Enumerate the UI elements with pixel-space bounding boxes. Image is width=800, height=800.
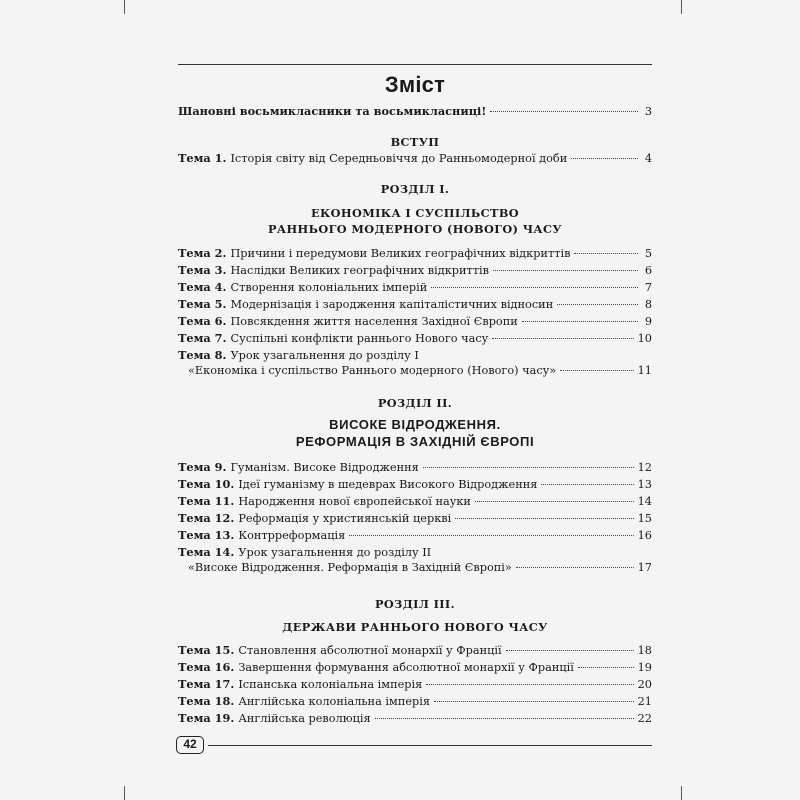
topic-label: Тема 2.: [178, 246, 227, 260]
toc-page-number: 8: [644, 298, 652, 311]
dot-leader: [578, 667, 634, 668]
toc-row: [178, 279, 652, 295]
toc-row: [178, 459, 652, 475]
topic-label: Тема 11.: [178, 494, 235, 508]
toc-page-number: 10: [637, 332, 652, 345]
dot-leader: [557, 304, 638, 305]
section-heading: РОЗДІЛ ІІ.: [377, 396, 453, 410]
toc-intro-row: [178, 103, 652, 119]
toc-page-number: 9: [644, 315, 652, 328]
toc-page-number: 16: [637, 529, 652, 542]
dot-leader: [522, 321, 638, 322]
toc-row: [178, 710, 652, 726]
section-heading: РОЗДІЛ ІІІ.: [375, 597, 455, 611]
topic-label: Тема 5.: [178, 297, 227, 311]
topic-label: Тема 1.: [178, 151, 227, 165]
section-subtitle: РЕФОРМАЦІЯ В ЗАХІДНІЙ ЄВРОПІ: [295, 434, 535, 449]
toc-entry-text: Наслідки Великих географічних відкриттів: [230, 264, 489, 277]
topic-label: Тема 4.: [178, 280, 227, 294]
toc-row: [178, 676, 652, 692]
toc-entry-text: Іспанська колоніальна імперія: [238, 678, 423, 691]
page-title: Зміст: [384, 72, 446, 97]
toc-row: [178, 693, 652, 709]
bottom-rule: [208, 745, 652, 746]
toc-entry-text: Англійська революція: [238, 712, 371, 725]
crop-mark: [124, 786, 125, 800]
toc-row: [178, 642, 652, 658]
dot-leader: [349, 535, 633, 536]
dot-leader: [574, 253, 638, 254]
toc-entry-text: Реформація у християнській церкві: [238, 512, 452, 525]
dot-leader: [455, 518, 633, 519]
section-heading: ВСТУП: [390, 135, 440, 149]
topic-label: Тема 17.: [178, 677, 235, 691]
toc-entry-text: Історія світу від Середньовіччя до Ранньомодерної доби: [230, 152, 568, 165]
toc-page-number: 14: [637, 495, 652, 508]
dot-leader: [375, 718, 634, 719]
toc-page-number: 22: [637, 712, 652, 725]
toc-entry-text: Створення колоніальних імперій: [230, 281, 428, 294]
toc-row: [178, 330, 652, 346]
toc-row: [178, 262, 652, 278]
toc-entry-text: «Високе Відродження. Реформація в Західній Європі»: [188, 561, 512, 574]
topic-label: Тема 14.: [178, 545, 235, 559]
crop-mark: [124, 0, 125, 14]
dot-leader: [541, 484, 633, 485]
toc-entry-text: Шановні восьмикласники та восьмикласниці!: [178, 104, 487, 118]
dot-leader: [423, 467, 634, 468]
toc-row-continuation: [188, 363, 652, 379]
toc-page-number: 19: [637, 661, 652, 674]
toc-page-number: 11: [637, 364, 652, 377]
top-rule: [178, 64, 652, 65]
toc-row: [178, 150, 652, 166]
topic-label: Тема 18.: [178, 694, 235, 708]
toc-row: [178, 659, 652, 675]
toc-entry-text: Повсякдення життя населення Західної Європи: [230, 315, 518, 328]
toc-row: [178, 527, 652, 543]
toc-row: [178, 313, 652, 329]
topic-label: Тема 6.: [178, 314, 227, 328]
toc-entry-text: Контрреформація: [238, 529, 346, 542]
toc-page-number: 17: [637, 561, 652, 574]
toc-page-number: 12: [637, 461, 652, 474]
section-heading: РОЗДІЛ І.: [380, 182, 450, 196]
toc-entry-text: Народження нової європейської науки: [238, 495, 471, 508]
toc-entry-text: Урок узагальнення до розділу І: [230, 349, 419, 362]
toc-row: [178, 476, 652, 492]
toc-row: [178, 493, 652, 509]
page-number-badge: 42: [176, 736, 204, 754]
toc-page-number: 18: [637, 644, 652, 657]
toc-page-number: 6: [644, 264, 652, 277]
toc-row: [178, 510, 652, 526]
toc-entry-text: «Економіка і суспільство Раннього модерного (Нового) часу»: [188, 364, 557, 377]
toc-row-continuation: [188, 560, 652, 576]
dot-leader: [434, 701, 634, 702]
toc-entry-text: Урок узагальнення до розділу ІІ: [238, 546, 432, 559]
toc-row: [178, 347, 652, 363]
topic-label: Тема 16.: [178, 660, 235, 674]
topic-label: Тема 15.: [178, 643, 235, 657]
dot-leader: [571, 158, 638, 159]
dot-leader: [490, 111, 638, 112]
dot-leader: [560, 370, 633, 371]
toc-page-number: 21: [637, 695, 652, 708]
topic-label: Тема 19.: [178, 711, 235, 725]
topic-label: Тема 12.: [178, 511, 235, 525]
dot-leader: [431, 287, 638, 288]
toc-entry-text: Ідеї гуманізму в шедеврах Високого Відродження: [238, 478, 538, 491]
toc-page-number: 15: [637, 512, 652, 525]
toc-entry-text: Причини і передумови Великих географічних відкриттів: [230, 247, 571, 260]
toc-page-number: 4: [644, 152, 652, 165]
dot-leader: [426, 684, 633, 685]
toc-page-number: 20: [637, 678, 652, 691]
topic-label: Тема 13.: [178, 528, 235, 542]
toc-row: [178, 296, 652, 312]
dot-leader: [492, 338, 633, 339]
topic-label: Тема 3.: [178, 263, 227, 277]
toc-row: [178, 245, 652, 261]
toc-page-number: 7: [644, 281, 652, 294]
topic-label: Тема 7.: [178, 331, 227, 345]
dot-leader: [493, 270, 638, 271]
dot-leader: [506, 650, 634, 651]
topic-label: Тема 8.: [178, 348, 227, 362]
toc-entry-text: Гуманізм. Високе Відродження: [230, 461, 419, 474]
dot-leader: [475, 501, 634, 502]
crop-mark: [681, 786, 682, 800]
toc-page-number: 13: [637, 478, 652, 491]
section-subtitle: РАННЬОГО МОДЕРНОГО (НОВОГО) ЧАСУ: [267, 222, 562, 236]
section-subtitle: ДЕРЖАВИ РАННЬОГО НОВОГО ЧАСУ: [282, 620, 548, 634]
section-subtitle: ВИСОКЕ ВІДРОДЖЕННЯ.: [329, 417, 501, 432]
toc-entry-text: Становлення абсолютної монархії у Франції: [238, 644, 502, 657]
dot-leader: [516, 567, 634, 568]
topic-label: Тема 9.: [178, 460, 227, 474]
toc-entry-text: Англійська колоніальна імперія: [238, 695, 431, 708]
toc-entry-text: Суспільні конфлікти раннього Нового часу: [230, 332, 489, 345]
toc-page-number: 5: [644, 247, 652, 260]
toc-entry-text: Модернізація і зародження капіталістичних відносин: [230, 298, 554, 311]
toc-page-number: 3: [644, 105, 652, 118]
topic-label: Тема 10.: [178, 477, 235, 491]
crop-mark: [681, 0, 682, 14]
toc-entry-text: Завершення формування абсолютної монархії у Франції: [238, 661, 574, 674]
toc-row: [178, 544, 652, 560]
section-subtitle: ЕКОНОМІКА І СУСПІЛЬСТВО: [310, 206, 520, 220]
